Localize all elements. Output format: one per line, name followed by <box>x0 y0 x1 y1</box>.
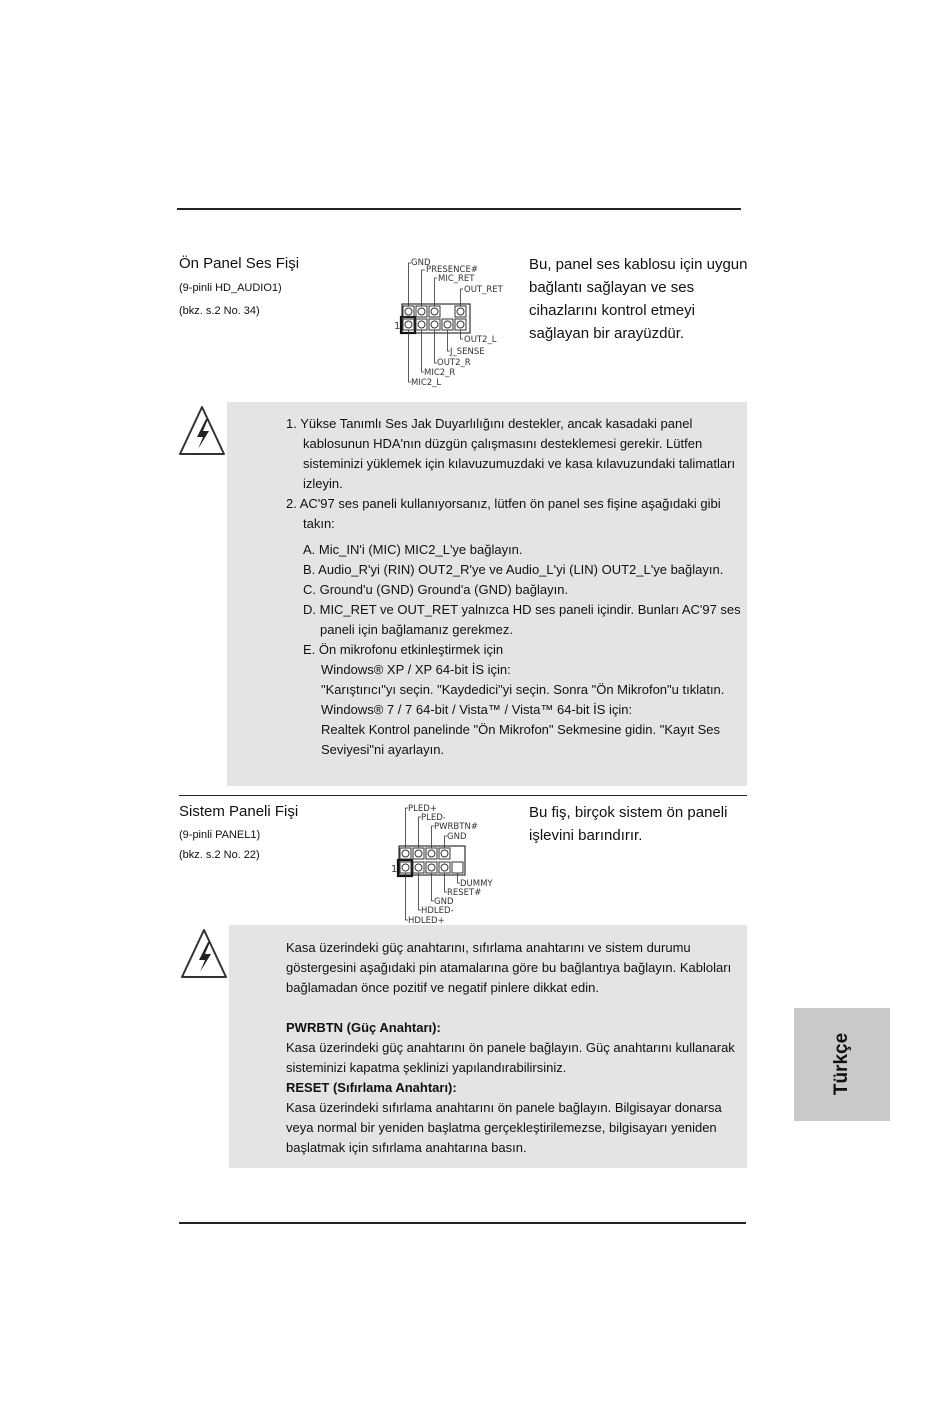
section-rule <box>179 795 747 796</box>
audio-note-e-xp-text: "Karıştırıcı"yı seçin. "Kaydedici"yi seçin. Sonra "Ön Mikrofon"u tıklatın. <box>321 682 725 697</box>
audio-note-e-xp: Windows® XP / XP 64-bit İS için: <box>321 662 511 677</box>
audio-pin-label-mic2-l: MIC2_L <box>411 378 442 388</box>
panel-pin-label-reset: RESET# <box>447 888 482 898</box>
panel-note-text <box>286 938 744 1158</box>
audio-note-2: 2. AC'97 ses paneli kullanıyorsanız, lütfen ön panel ses fişine aşağıdaki gibi takın: <box>286 496 721 531</box>
panel-pin-label-hdled-plus: HDLED+ <box>408 916 445 925</box>
audio-header-title: Ön Panel Ses Fişi <box>179 255 300 272</box>
panel-pin1-marker: 1 <box>391 864 398 875</box>
panel-pin-label-gnd-bottom: GND <box>434 897 454 907</box>
audio-note-c: C. Ground'u (GND) Ground'a (GND) bağlayın. <box>303 582 569 597</box>
audio-header-ref: (bkz. s.2 No. 34) <box>179 305 260 317</box>
panel-pin-label-pled-minus: PLED- <box>421 813 446 823</box>
audio-pin-label-gnd: GND <box>411 258 431 268</box>
panel-description: Bu fiş, birçok sistem ön paneli işlevini barındırır. <box>529 804 728 844</box>
panel-header-name: (9-pinli PANEL1) <box>179 829 261 841</box>
bottom-rule <box>179 1222 746 1224</box>
caution-lightning-icon <box>179 927 229 981</box>
audio-note-text <box>286 414 742 760</box>
audio-pin-label-mic2-r: MIC2_R <box>424 368 456 378</box>
top-rule <box>177 208 741 210</box>
audio-note-e: E. Ön mikrofonu etkinleştirmek için <box>303 642 504 657</box>
audio-note-1: 1. Yükse Tanımlı Ses Jak Duyarlılığını destekler, ancak kasadaki panel kablosunun HDA'nın düzgün çalışmasını desteklemesi gerekir. Lütfen sisteminizi yüklemek için kılavuzumuzdaki ve kasa kılavuzundaki talimatları izleyin. <box>286 416 736 491</box>
caution-lightning-icon <box>177 404 227 458</box>
panel-pin-diagram <box>391 800 503 925</box>
audio-note-b: B. Audio_R'yi (RIN) OUT2_R'ye ve Audio_L'yi (LIN) OUT2_L'ye bağlayın. <box>303 562 724 577</box>
panel-header-ref: (bkz. s.2 No. 22) <box>179 849 260 861</box>
panel-pin-label-pwrbtn: PWRBTN# <box>434 822 478 832</box>
audio-pin-label-presence: PRESENCE# <box>426 265 478 275</box>
audio-pin-label-j-sense: J_SENSE <box>450 347 485 357</box>
panel-note-pwrbtn-title: PWRBTN (Güç Anahtarı): <box>286 1020 441 1035</box>
audio-pin-diagram <box>393 255 505 390</box>
audio-note-e-win7-text: Realtek Kontrol panelinde "Ön Mikrofon" Sekmesine gidin. "Kayıt Ses Seviyesi"ni ayarlayın. <box>321 722 720 757</box>
panel-note-reset-title: RESET (Sıfırlama Anahtarı): <box>286 1080 457 1095</box>
audio-note-d: D. MIC_RET ve OUT_RET yalnızca HD ses paneli içindir. Bunları AC'97 ses paneli için bağlamanız gerekmez. <box>303 602 741 637</box>
language-tab-label: Türkçe <box>831 1032 852 1096</box>
panel-pin-label-dummy: DUMMY <box>460 879 493 889</box>
audio-description: Bu, panel ses kablosu için uygun bağlantı sağlayan ve ses cihazlarını kontrol etmeyi sağlayan bir arayüzdür. <box>529 256 748 342</box>
audio-pin-label-out-ret: OUT_RET <box>464 285 503 295</box>
audio-pin1-marker: 1 <box>394 321 401 332</box>
panel-note-reset-text: Kasa üzerindeki sıfırlama anahtarını ön panele bağlayın. Bilgisayar donarsa veya normal bir yeniden başlatma gerçekleştirilemezse, bilgisayarı yeniden başlatmak için sıfırlama anahtarına basın. <box>286 1100 722 1155</box>
audio-pin-label-mic-ret: MIC_RET <box>438 274 475 284</box>
panel-pin-label-gnd-top: GND <box>447 832 467 842</box>
audio-note-a: A. Mic_IN'i (MIC) MIC2_L'ye bağlayın. <box>303 542 523 557</box>
audio-pin-label-out2-l: OUT2_L <box>464 335 497 345</box>
panel-pin-label-pled-plus: PLED+ <box>408 804 437 814</box>
audio-note-e-win7: Windows® 7 / 7 64-bit / Vista™ / Vista™ 64-bit İS için: <box>321 702 633 717</box>
audio-pin-label-out2-r: OUT2_R <box>437 358 471 368</box>
panel-header-title: Sistem Paneli Fişi <box>179 803 299 820</box>
panel-note-intro: Kasa üzerindeki güç anahtarını, sıfırlama anahtarını ve sistem durumu göstergesini aşağıdaki pin atamalarına göre bu bağlantıya bağlayın. Kabloları bağlamadan önce pozitif ve negatif pinlere dikkat edin. <box>286 940 732 995</box>
panel-note-pwrbtn-text: Kasa üzerindeki güç anahtarını ön panele bağlayın. Güç anahtarını kullanarak sisteminizi kapatma şeklinizi yapılandırabilirsiniz. <box>286 1040 735 1075</box>
audio-header-name: (9-pinli HD_AUDIO1) <box>179 282 282 294</box>
panel-pin-label-hdled-minus: HDLED- <box>421 906 454 916</box>
language-tab <box>794 1008 890 1121</box>
